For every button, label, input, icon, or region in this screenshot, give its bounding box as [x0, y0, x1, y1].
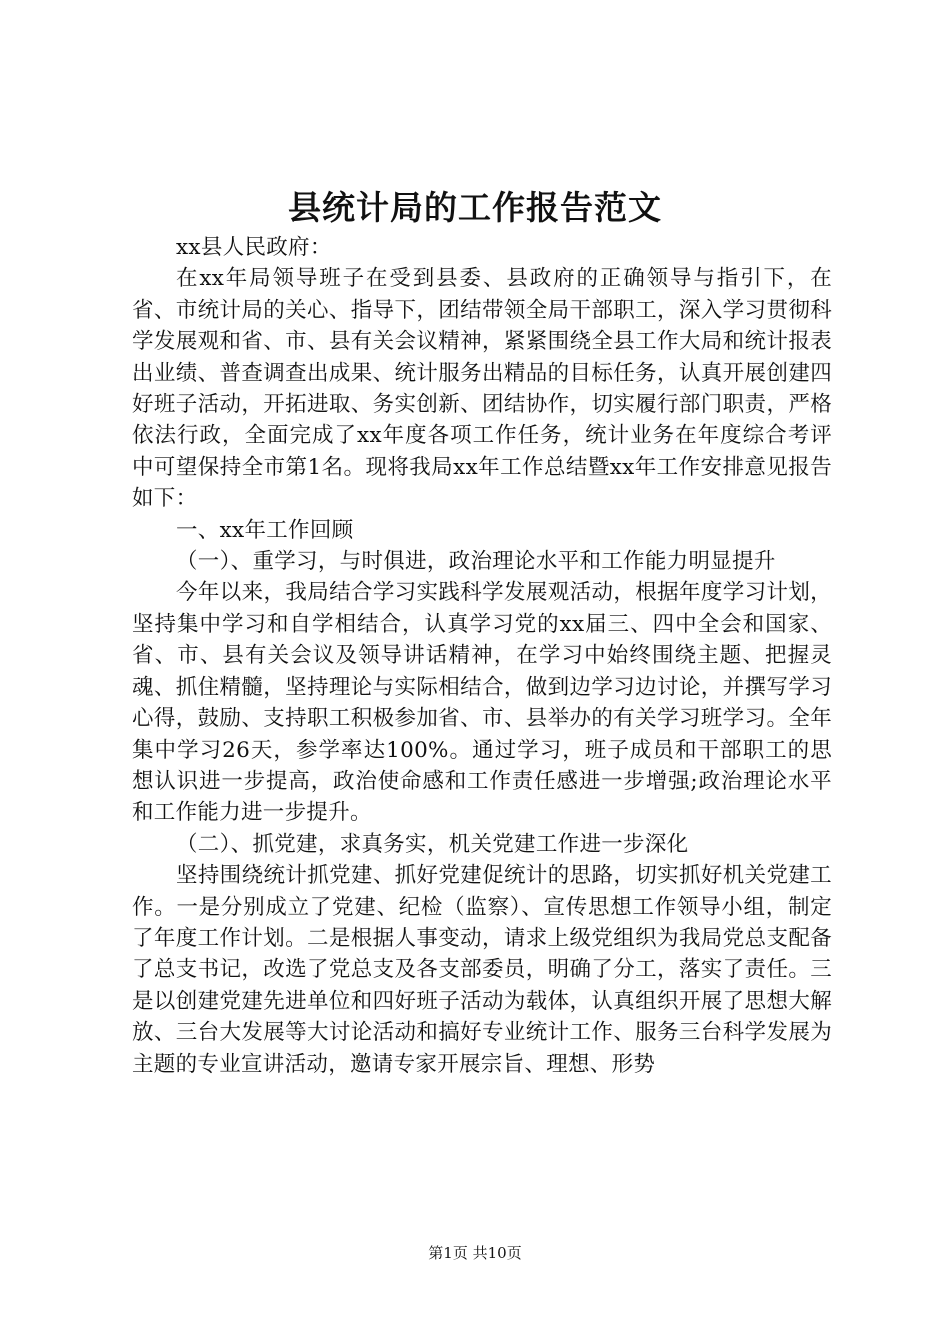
section-heading: 一、xx年工作回顾 — [176, 517, 354, 543]
document-title: 县统计局的工作报告范文 — [288, 188, 662, 227]
page-number-footer: 第1页 共10页 — [428, 1244, 522, 1262]
subsection-heading: （二）、抓党建，求真务实，机关党建工作进一步深化 — [176, 831, 689, 857]
intro-paragraph: 在xx年局领导班子在受到县委、县政府的正确领导与指引下，在省、市统计局的关心、指导下，团结带领全局干部职工，深入学习贯彻科学发展观和省、市、县有关会议精神，紧紧围绕全县工作大局和统计报表出业绩、普查调查出成果、统计服务出精品的目标任务，认真开展创建四好班子活动，开拓进取、务实创新、团结协作，切实履行部门职责，严格依法行政，全面完成了xx年度各项工作任务，统计业务在年度综合考评中可望保持全市第1名。现将我局xx年工作总结暨xx年工作安排意见报告如下： — [132, 266, 832, 512]
document-body — [132, 232, 832, 1080]
subsection-heading: （一）、重学习，与时俱进，政治理论水平和工作能力明显提升 — [176, 549, 776, 575]
body-paragraph: 今年以来，我局结合学习实践科学发展观活动，根据年度学习计划，坚持集中学习和自学相结合，认真学习党的xx届三、四中全会和国家、省、市、县有关会议及领导讲话精神，在学习中始终围绕主题、把握灵魂、抓住精髓，坚持理论与实际相结合，做到边学习边讨论，并撰写学习心得，鼓励、支持职工积极参加省、市、县举办的有关学习班学习。全年集中学习26天，参学率达100%。通过学习，班子成员和干部职工的思想认识进一步提高，政治使命感和工作责任感进一步增强;政治理论水平和工作能力进一步提升。 — [132, 580, 832, 826]
body-paragraph: 坚持围绕统计抓党建、抓好党建促统计的思路，切实抓好机关党建工作。一是分别成立了党建、纪检（监察）、宣传思想工作领导小组，制定了年度工作计划。二是根据人事变动，请求上级党组织为我局党总支配备了总支书记，改选了党总支及各支部委员，明确了分工，落实了责任。三是以创建党建先进单位和四好班子活动为载体，认真组织开展了思想大解放、三台大发展等大讨论活动和搞好专业统计工作、服务三台科学发展为主题的专业宣讲活动，邀请专家开展宗旨、理想、形势 — [132, 863, 832, 1077]
salutation-paragraph: xx县人民政府： — [176, 235, 332, 260]
